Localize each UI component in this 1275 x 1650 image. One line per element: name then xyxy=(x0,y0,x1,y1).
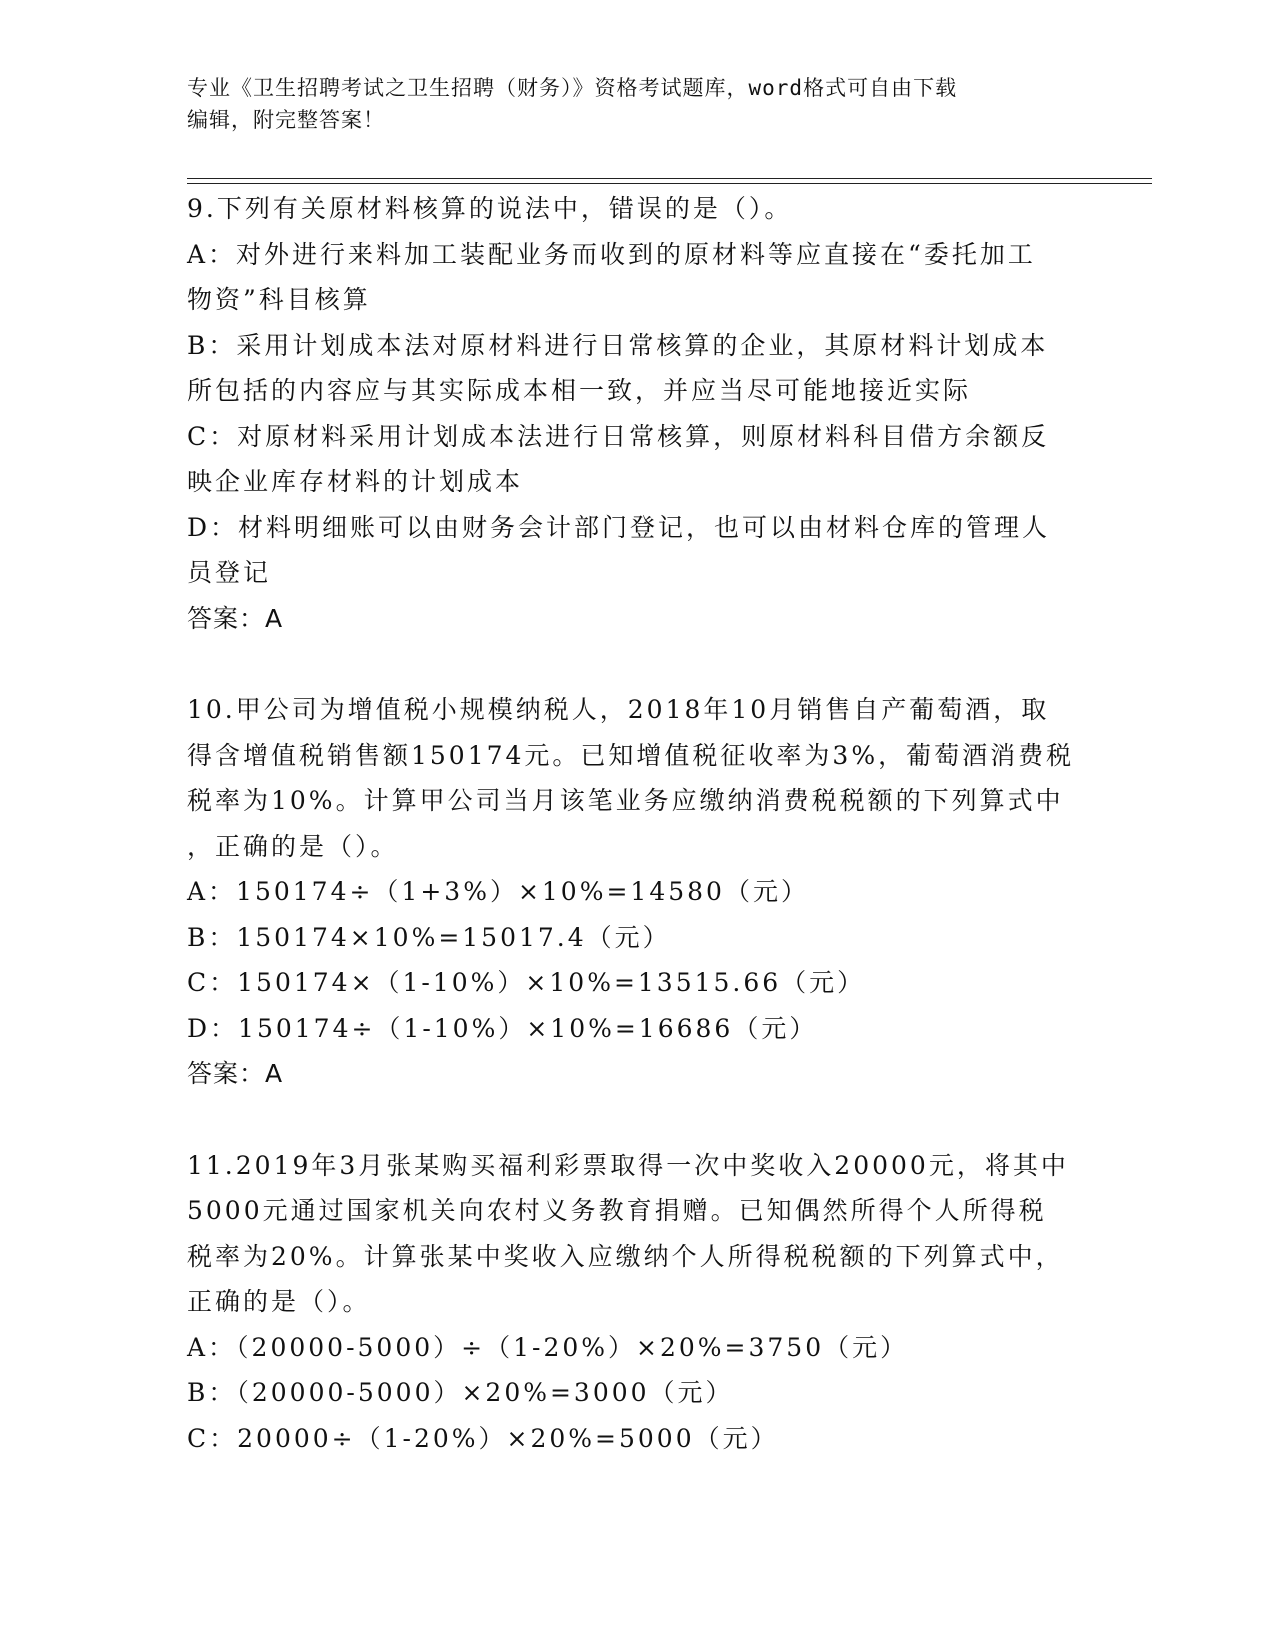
question-9-option-c-cont: 映企业库存材料的计划成本 xyxy=(187,467,524,496)
question-10-stem-1: 10.甲公司为增值税小规模纳税人，2018年10月销售自产葡萄酒，取 xyxy=(187,695,1050,724)
question-spacer xyxy=(187,1097,1087,1143)
question-11-stem-2: 5000元通过国家机关向农村义务教育捐赠。已知偶然所得个人所得税 xyxy=(187,1196,1047,1225)
question-11-option-c: C：20000÷（1-20%）×20%=5000（元） xyxy=(187,1423,779,1453)
question-10-option-a: A：150174÷（1+3%）×10%=14580（元） xyxy=(187,877,809,906)
question-9-option-c: C：对原材料采用计划成本法进行日常核算，则原材料科目借方余额反 xyxy=(187,421,1050,451)
header-rule-bottom xyxy=(187,183,1152,184)
question-10-answer: 答案：A xyxy=(187,1059,284,1088)
question-9-option-b: B：采用计划成本法对原材料进行日常核算的企业，其原材料计划成本 xyxy=(187,330,1049,360)
question-9-option-d-cont: 员登记 xyxy=(187,558,272,587)
question-11-option-b: B：（20000-5000）×20%=3000（元） xyxy=(187,1378,734,1407)
question-10-stem-3: 税率为10%。计算甲公司当月该笔业务应缴纳消费税税额的下列算式中 xyxy=(187,786,1064,815)
header-line-2: 编辑，附完整答案！ xyxy=(187,108,385,132)
header-rule-top xyxy=(187,178,1152,179)
question-9 xyxy=(187,186,1087,641)
question-9-option-d: D：材料明细账可以由财务会计部门登记，也可以由材料仓库的管理人 xyxy=(187,512,1051,542)
question-9-option-a: A：对外进行来料加工装配业务而收到的原材料等应直接在“委托加工 xyxy=(187,239,1036,269)
question-9-answer: 答案：A xyxy=(187,603,284,633)
question-11-stem-1: 11.2019年3月张某购买福利彩票取得一次中奖收入20000元，将其中 xyxy=(187,1150,1069,1180)
question-10-stem-2: 得含增值税销售额150174元。已知增值税征收率为3%，葡萄酒消费税 xyxy=(187,740,1075,770)
question-list xyxy=(187,186,1087,1461)
question-10-stem-4: ，正确的是（）。 xyxy=(187,831,399,861)
header-line-1: 专业《卫生招聘考试之卫生招聘（财务）》资格考试题库，word格式可自由下载 xyxy=(187,76,958,100)
question-11-stem-3: 税率为20%。计算张某中奖收入应缴纳个人所得税税额的下列算式中， xyxy=(187,1241,1064,1271)
question-10-option-b: B：150174×10%=15017.4（元） xyxy=(187,922,671,952)
question-spacer xyxy=(187,641,1087,687)
question-9-option-a-cont: 物资”科目核算 xyxy=(187,285,371,314)
question-10-option-c: C：150174×（1-10%）×10%=13515.66（元） xyxy=(187,968,866,997)
question-10-option-d: D：150174÷（1-10%）×10%=16686（元） xyxy=(187,1013,818,1043)
question-9-stem: 9.下列有关原材料核算的说法中，错误的是（）。 xyxy=(187,194,793,223)
question-11 xyxy=(187,1143,1087,1462)
question-10 xyxy=(187,687,1087,1097)
question-11-option-a: A：（20000-5000）÷（1-20%）×20%=3750（元） xyxy=(187,1332,909,1362)
page-header xyxy=(187,72,1087,136)
question-11-stem-4: 正确的是（）。 xyxy=(187,1287,371,1316)
question-9-option-b-cont: 所包括的内容应与其实际成本相一致，并应当尽可能地接近实际 xyxy=(187,376,972,405)
